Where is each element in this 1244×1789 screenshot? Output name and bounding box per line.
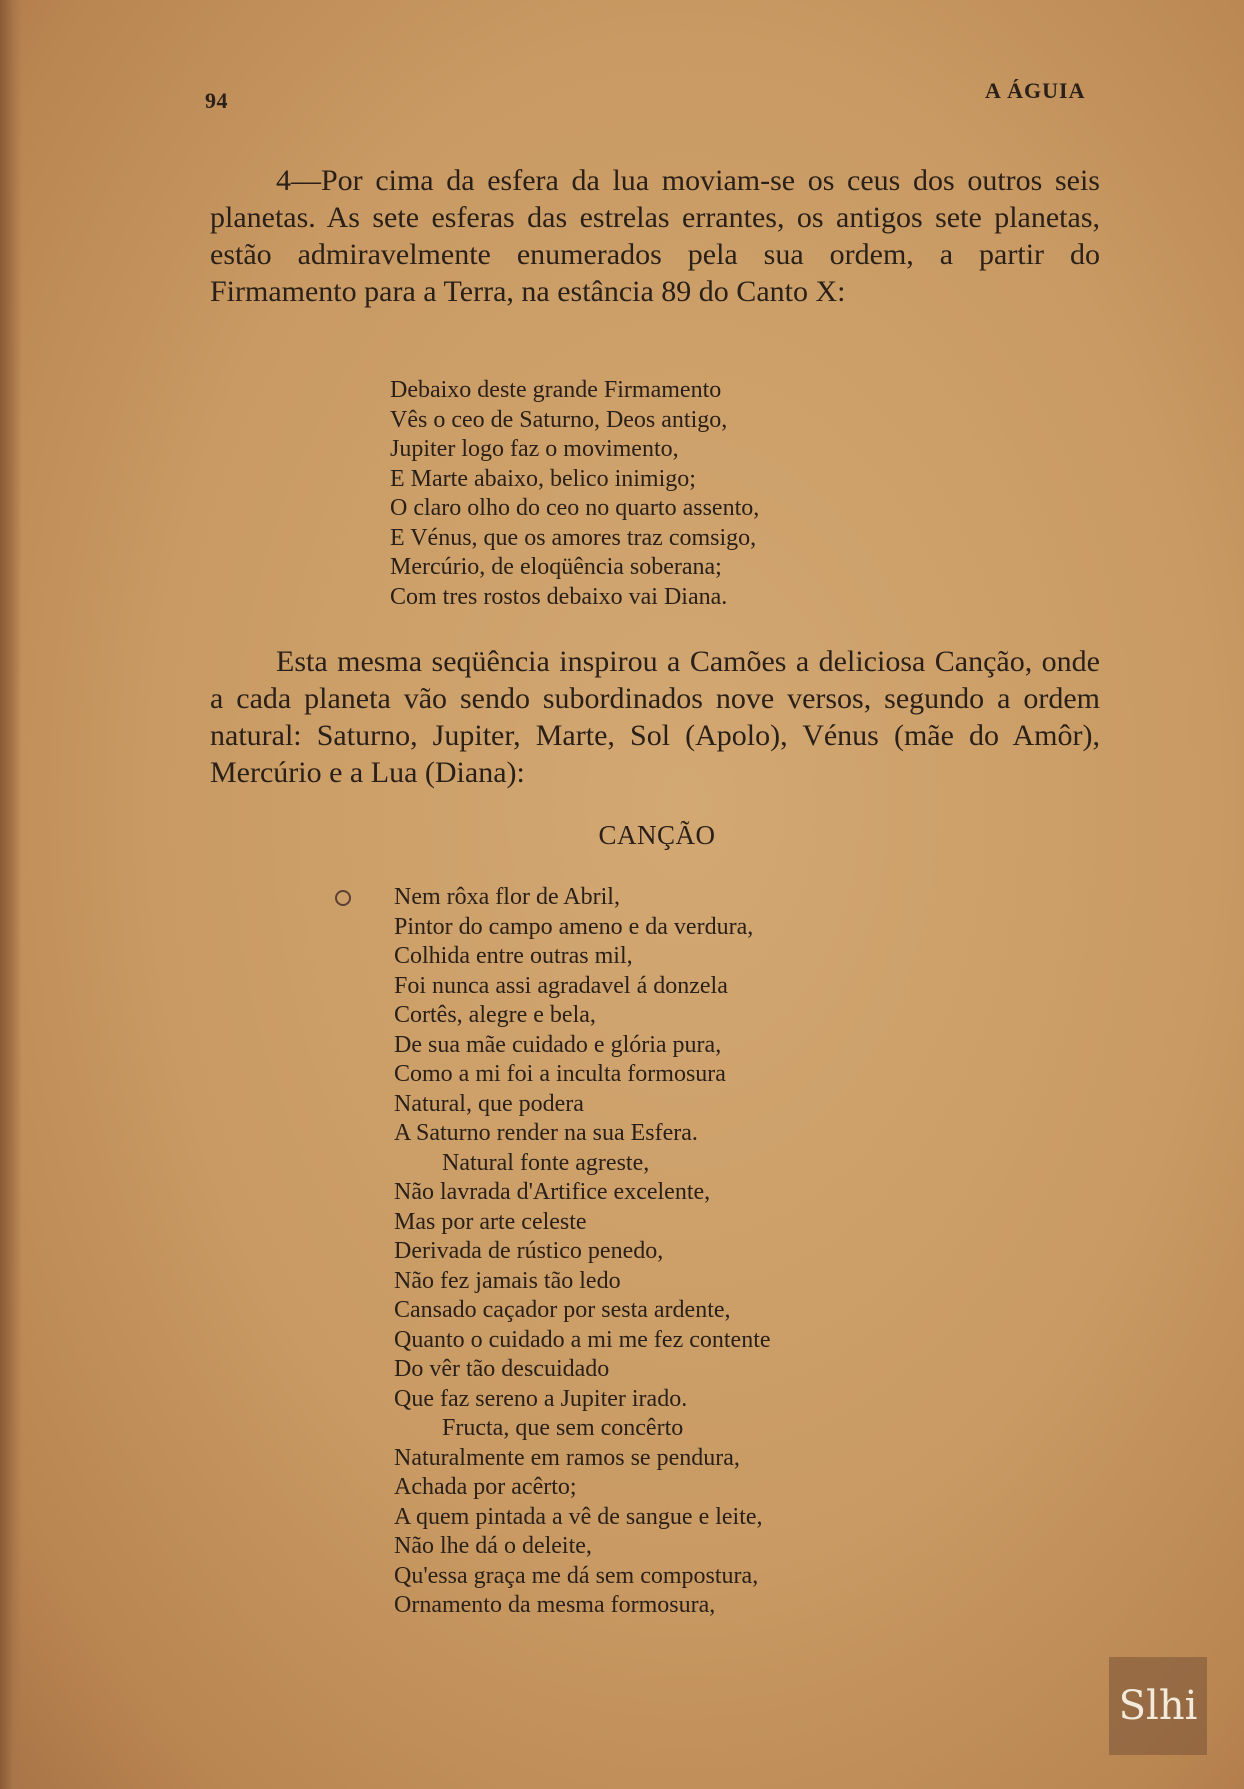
verse-line: Debaixo deste grande Firmamento [390, 377, 722, 403]
page-edge-shadow [0, 0, 22, 1789]
verse-line: E Marte abaixo, belico inimigo; [390, 465, 696, 492]
verse-line: De sua mãe cuidado e glória pura, [394, 1031, 722, 1058]
verse-line: E Vénus, que os amores traz comsigo, [390, 524, 757, 551]
verse-line: Ornamento da mesma formosura, [394, 1592, 716, 1618]
verse-line: Pintor do campo ameno e da verdura, [394, 913, 754, 940]
paragraph-intro [210, 162, 1100, 310]
verse-line: Naturalmente em ramos se pendura, [394, 1444, 740, 1471]
verse-line: Natural, que podera [394, 1090, 584, 1117]
verse-line: Do vêr tão descuidado [394, 1356, 610, 1382]
verse-line: Não lhe dá o deleite, [394, 1533, 592, 1559]
verse-quotation [390, 376, 759, 612]
verse-line: Não fez jamais tão ledo [394, 1267, 621, 1294]
verse-line: Natural fonte agreste, [442, 1149, 650, 1176]
verse-line: Jupiter logo faz o movimento, [390, 436, 679, 462]
page-number: 94 [205, 88, 228, 113]
verse-line: A quem pintada a vê de sangue e leite, [394, 1503, 763, 1530]
song-verses [394, 883, 771, 1621]
verse-line: O claro olho do ceo no quarto assento, [390, 495, 760, 521]
verse-line: Não lavrada d'Artifice excelente, [394, 1179, 711, 1205]
verse-line: Vês o ceo de Saturno, Deos antigo, [390, 406, 728, 433]
verse-line: Com tres rostos debaixo vai Diana. [390, 583, 728, 610]
verse-line: Como a mi foi a inculta formosura [394, 1061, 726, 1087]
paragraph-text: Esta mesma seqüência inspirou a Camões a deliciosa Canção, onde a cada planeta vão sendo subordinados nove versos, segundo a ordem natural: Saturno, Jupiter, Marte, Sol (Apolo), Vénus (mãe do Amôr), Mercúrio e a Lua (Diana): [210, 645, 1100, 789]
verse-line: Achada por acêrto; [394, 1474, 577, 1500]
verse-line: Foi nunca assi agradavel á donzela [394, 972, 728, 999]
watermark-logo: Slhi [1109, 1657, 1207, 1755]
verse-line: Qu'essa graça me dá sem compostura, [394, 1562, 759, 1589]
song-heading-text: CANÇÃO [598, 820, 716, 850]
verse-line: Derivada de rústico penedo, [394, 1238, 664, 1264]
verse-line: Nem rôxa flor de Abril, [394, 884, 620, 910]
verse-line: Colhida entre outras mil, [394, 943, 633, 969]
song-heading [0, 820, 1244, 851]
verse-line: Cansado caçador por sesta ardente, [394, 1297, 731, 1323]
verse-line: Fructa, que sem concêrto [442, 1415, 684, 1441]
verse-line: A Saturno render na sua Esfera. [394, 1120, 698, 1146]
verse-line: Mercúrio, de eloqüência soberana; [390, 554, 722, 580]
paragraph-cancao-intro [210, 643, 1100, 791]
verse-line: Quanto o cuidado a mi me fez contente [394, 1326, 771, 1353]
margin-ring-mark [335, 890, 351, 906]
verse-line: Que faz sereno a Jupiter irado. [394, 1385, 688, 1412]
verse-line: Mas por arte celeste [394, 1208, 587, 1235]
verse-line: Cortês, alegre e bela, [394, 1002, 596, 1028]
paragraph-text: 4—Por cima da esfera da lua moviam-se os ceus dos outros seis planetas. As sete esferas das estrelas errantes, os antigos sete planetas, estão admiravelmente enumerados pela sua ordem, a partir do Firmamento para a Terra, na estância 89 do Canto X: [210, 164, 1100, 308]
journal-title: A ÁGUIA [985, 78, 1086, 103]
